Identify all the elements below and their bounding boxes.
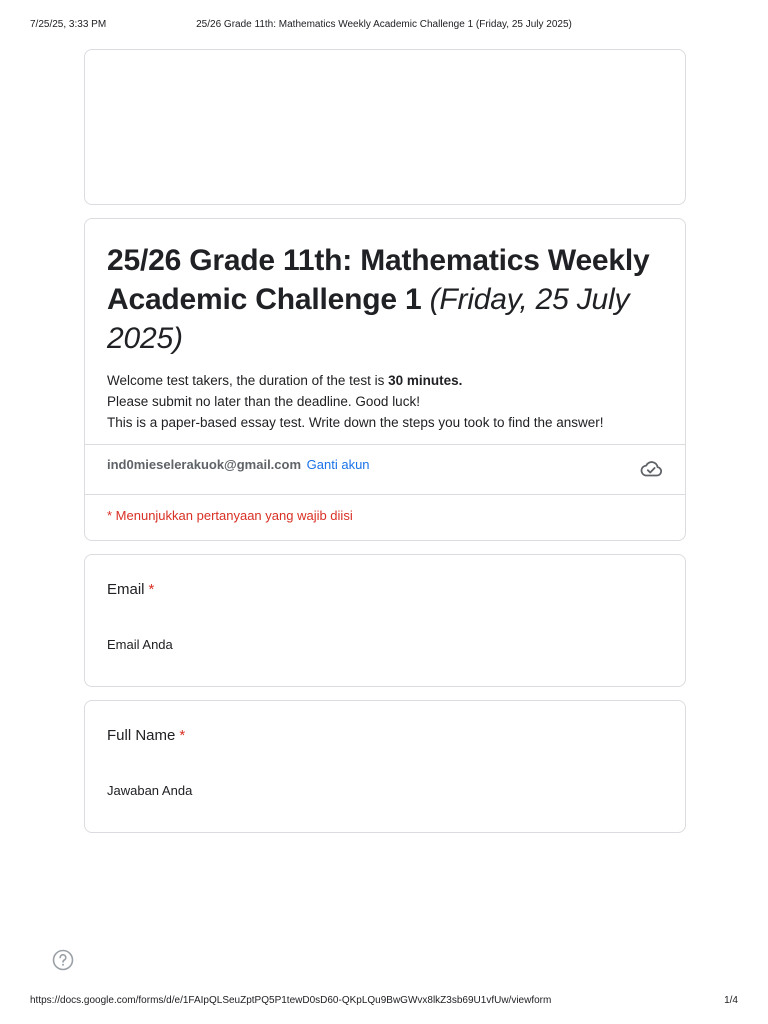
question-label: Email: [107, 581, 145, 598]
print-header: [0, 19, 768, 33]
print-datetime: 7/25/25, 3:33 PM: [30, 19, 107, 30]
question-label: Full Name: [107, 727, 176, 744]
question-email: [84, 554, 686, 687]
description-line-1-text: Welcome test takers, the duration of the test is: [107, 373, 389, 388]
print-doc-title: 25/26 Grade 11th: Mathematics Weekly Academic Challenge 1 (Friday, 25 July 2025): [196, 19, 572, 30]
account-row: [107, 457, 370, 472]
help-circle-icon[interactable]: [52, 949, 74, 971]
divider: [85, 494, 685, 495]
print-footer: [0, 995, 768, 1009]
switch-account-link[interactable]: Ganti akun: [306, 457, 370, 472]
form-banner: [84, 49, 686, 205]
account-email: ind0mieselerakuok@gmail.com: [107, 457, 302, 472]
description-line-3: This is a paper-based essay test. Write down the steps you took to find the answer!: [107, 415, 604, 430]
form-title-date: (Friday, 25 July 2025): [107, 283, 630, 355]
form-description: [107, 370, 667, 433]
question-title: [107, 727, 185, 744]
required-asterisk: *: [179, 727, 186, 744]
cloud-check-icon: [639, 458, 663, 478]
question-title: [107, 581, 154, 598]
question-full-name: [84, 700, 686, 833]
divider: [85, 444, 685, 445]
form-title: [107, 241, 667, 358]
email-input[interactable]: [107, 633, 367, 655]
form-title-main: 25/26 Grade 11th: Mathematics Weekly Academic Challenge 1: [107, 244, 650, 316]
description-duration: 30 minutes.: [388, 373, 463, 388]
print-page-number: 1/4: [724, 995, 738, 1006]
description-line-1: [107, 370, 667, 391]
full-name-input[interactable]: [107, 779, 367, 801]
print-url: https://docs.google.com/forms/d/e/1FAIpQLSeuZptPQ5P1tewD0sD60-QKpLQu9BwGWvx8lkZ3sb69U1vfUw/viewform: [30, 995, 552, 1006]
form-header-card: [84, 218, 686, 541]
description-line-2: Please submit no later than the deadline. Good luck!: [107, 394, 420, 409]
required-note: * Menunjukkan pertanyaan yang wajib diisi: [107, 508, 353, 523]
required-asterisk: *: [148, 581, 155, 598]
